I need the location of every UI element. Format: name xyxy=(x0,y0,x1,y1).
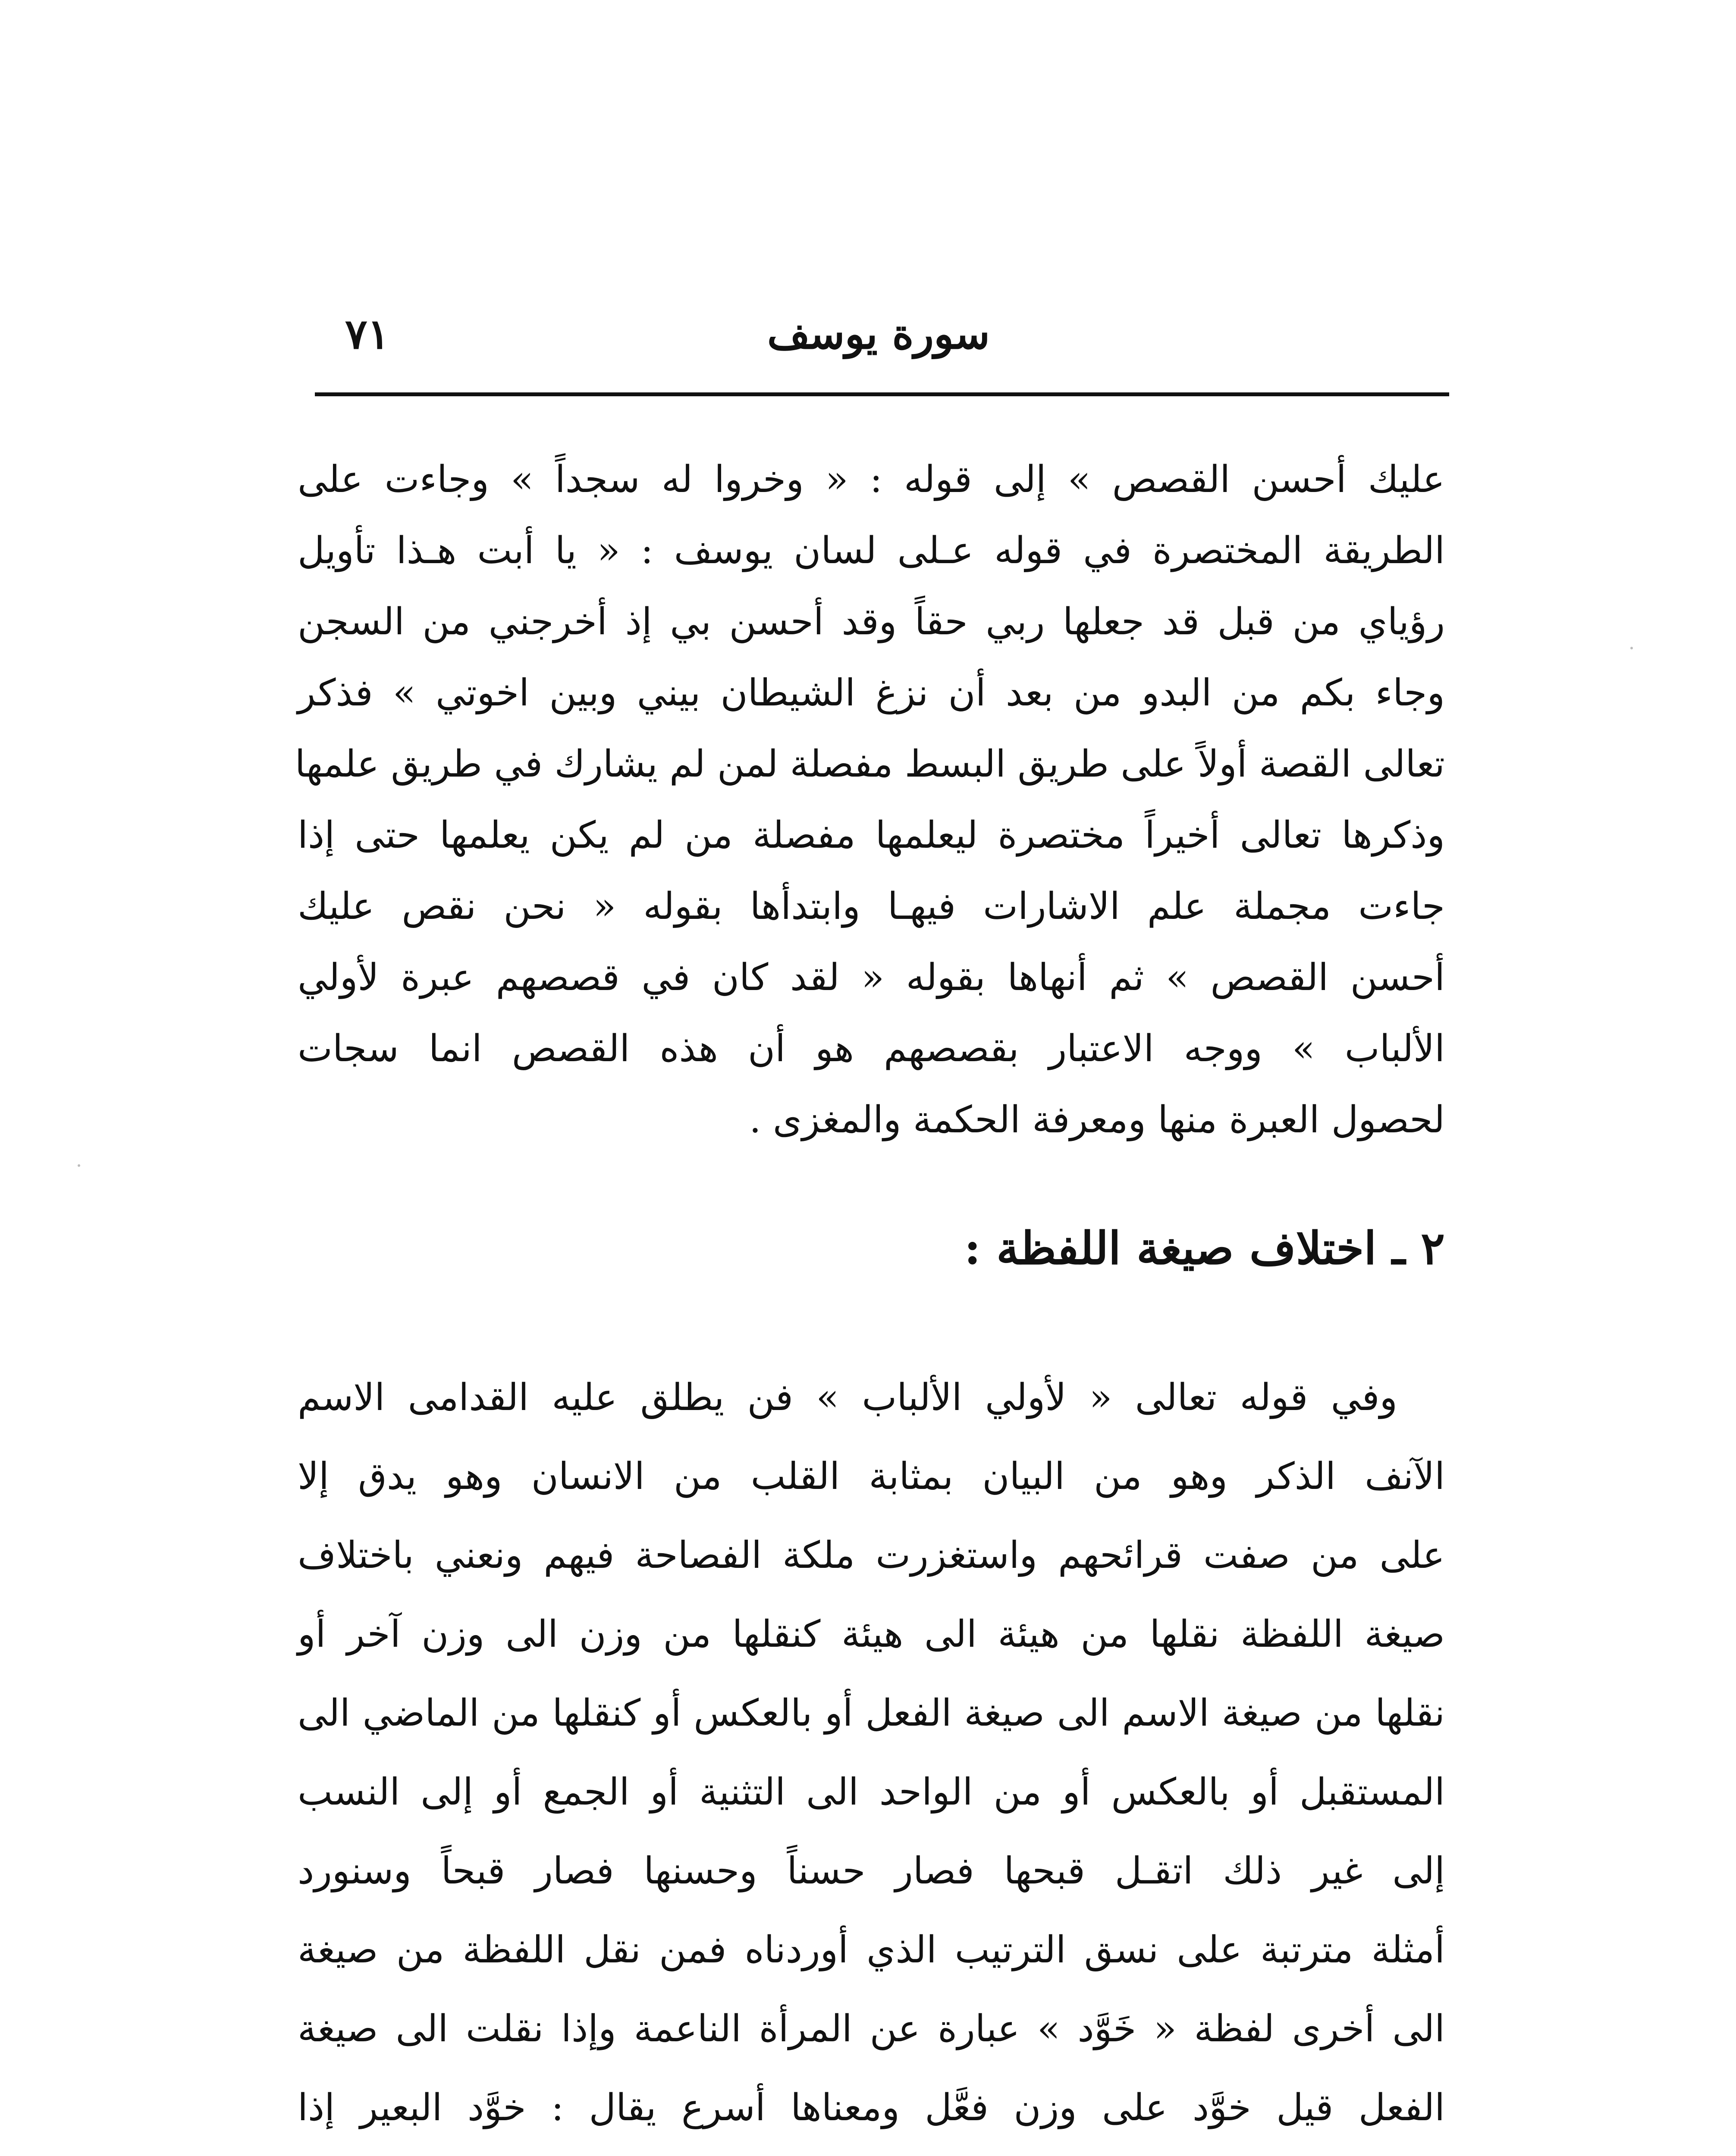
section-heading: ٢ ـ اختلاف صيغة اللفظة : xyxy=(964,1222,1445,1275)
scan-speck xyxy=(78,1164,80,1167)
text-line: الآنف الذكر وهو من البيان بمثابة القلب من الانسان وهو يدق إلا xyxy=(298,1455,1445,1498)
paragraph-2 xyxy=(298,1358,1445,2156)
text-line: على من صفت قرائحهم واستغزرت ملكة الفصاحة فيهم ونعني باختلاف xyxy=(298,1534,1445,1577)
text-line: إلى غير ذلك اتقـل قبحها فصار حسناً وحسنها فصار قبحاً وسنورد xyxy=(298,1849,1445,1893)
text-line: الفعل قيل خوَّد على وزن فعَّل ومعناها أسرع يقال : خوَّد البعير إذا xyxy=(298,2086,1445,2129)
text-line: الى أخرى لفظة « خَوَّد » عبارة عن المرأة الناعمة وإذا نقلت الى صيغة xyxy=(298,2007,1445,2050)
text-line: وجاء بكم من البدو من بعد أن نزغ الشيطان بيني وبين اخوتي » فذكر xyxy=(298,671,1445,714)
text-line: تعالى القصة أولاً على طريق البسط مفصلة لمن لم يشارك في طريق علمها xyxy=(295,743,1445,786)
text-line: وفي قوله تعالى « لأولي الألباب » فن يطلق عليه القدامى الاسم xyxy=(298,1376,1397,1419)
page-number: ٧١ xyxy=(345,310,390,358)
scan-speck xyxy=(1630,647,1633,649)
text-line: عليك أحسن القصص » إلى قوله : « وخروا له سجداً » وجاءت على xyxy=(298,458,1445,501)
text-line: الطريقة المختصرة في قوله عـلى لسان يوسف : « يا أبت هـذا تأويل xyxy=(298,529,1445,572)
paragraph-1 xyxy=(295,444,1445,1156)
chapter-title: سورة يوسف xyxy=(767,310,990,358)
text-line: وذكرها تعالى أخيراً مختصرة ليعلمها مفصلة من لم يكن يعلمها حتى إذا xyxy=(298,814,1445,857)
text-line xyxy=(298,2147,1445,2156)
text-line: لحصول العبرة منها ومعرفة الحكمة والمغزى . xyxy=(749,1098,1445,1141)
text-line: المستقبل أو بالعكس أو من الواحد الى التثنية أو الجمع أو إلى النسب xyxy=(298,1771,1445,1814)
text-line: الألباب » ووجه الاعتبار بقصصهم هو أن هذه القصص انما سجات xyxy=(298,1027,1445,1070)
running-header xyxy=(315,302,1449,379)
text-line: أمثلة مترتبة على نسق الترتيب الذي أوردناه فمن نقل اللفظة من صيغة xyxy=(298,1928,1445,1971)
text-line: نقلها من صيغة الاسم الى صيغة الفعل أو بالعكس أو كنقلها من الماضي الى xyxy=(298,1692,1445,1735)
text-line: رؤياي من قبل قد جعلها ربي حقاً وقد أحسن بي إذ أخرجني من السجن xyxy=(298,600,1445,643)
header-rule xyxy=(315,392,1449,396)
text-line: جاءت مجملة علم الاشارات فيهـا وابتدأها بقوله « نحن نقص عليك xyxy=(298,885,1445,928)
text-line: صيغة اللفظة نقلها من هيئة الى هيئة كنقلها من وزن الى وزن آخر أو xyxy=(298,1613,1445,1656)
text-line: أحسن القصص » ثم أنهاها بقوله « لقد كان في قصصهم عبرة لأولي xyxy=(298,956,1445,999)
